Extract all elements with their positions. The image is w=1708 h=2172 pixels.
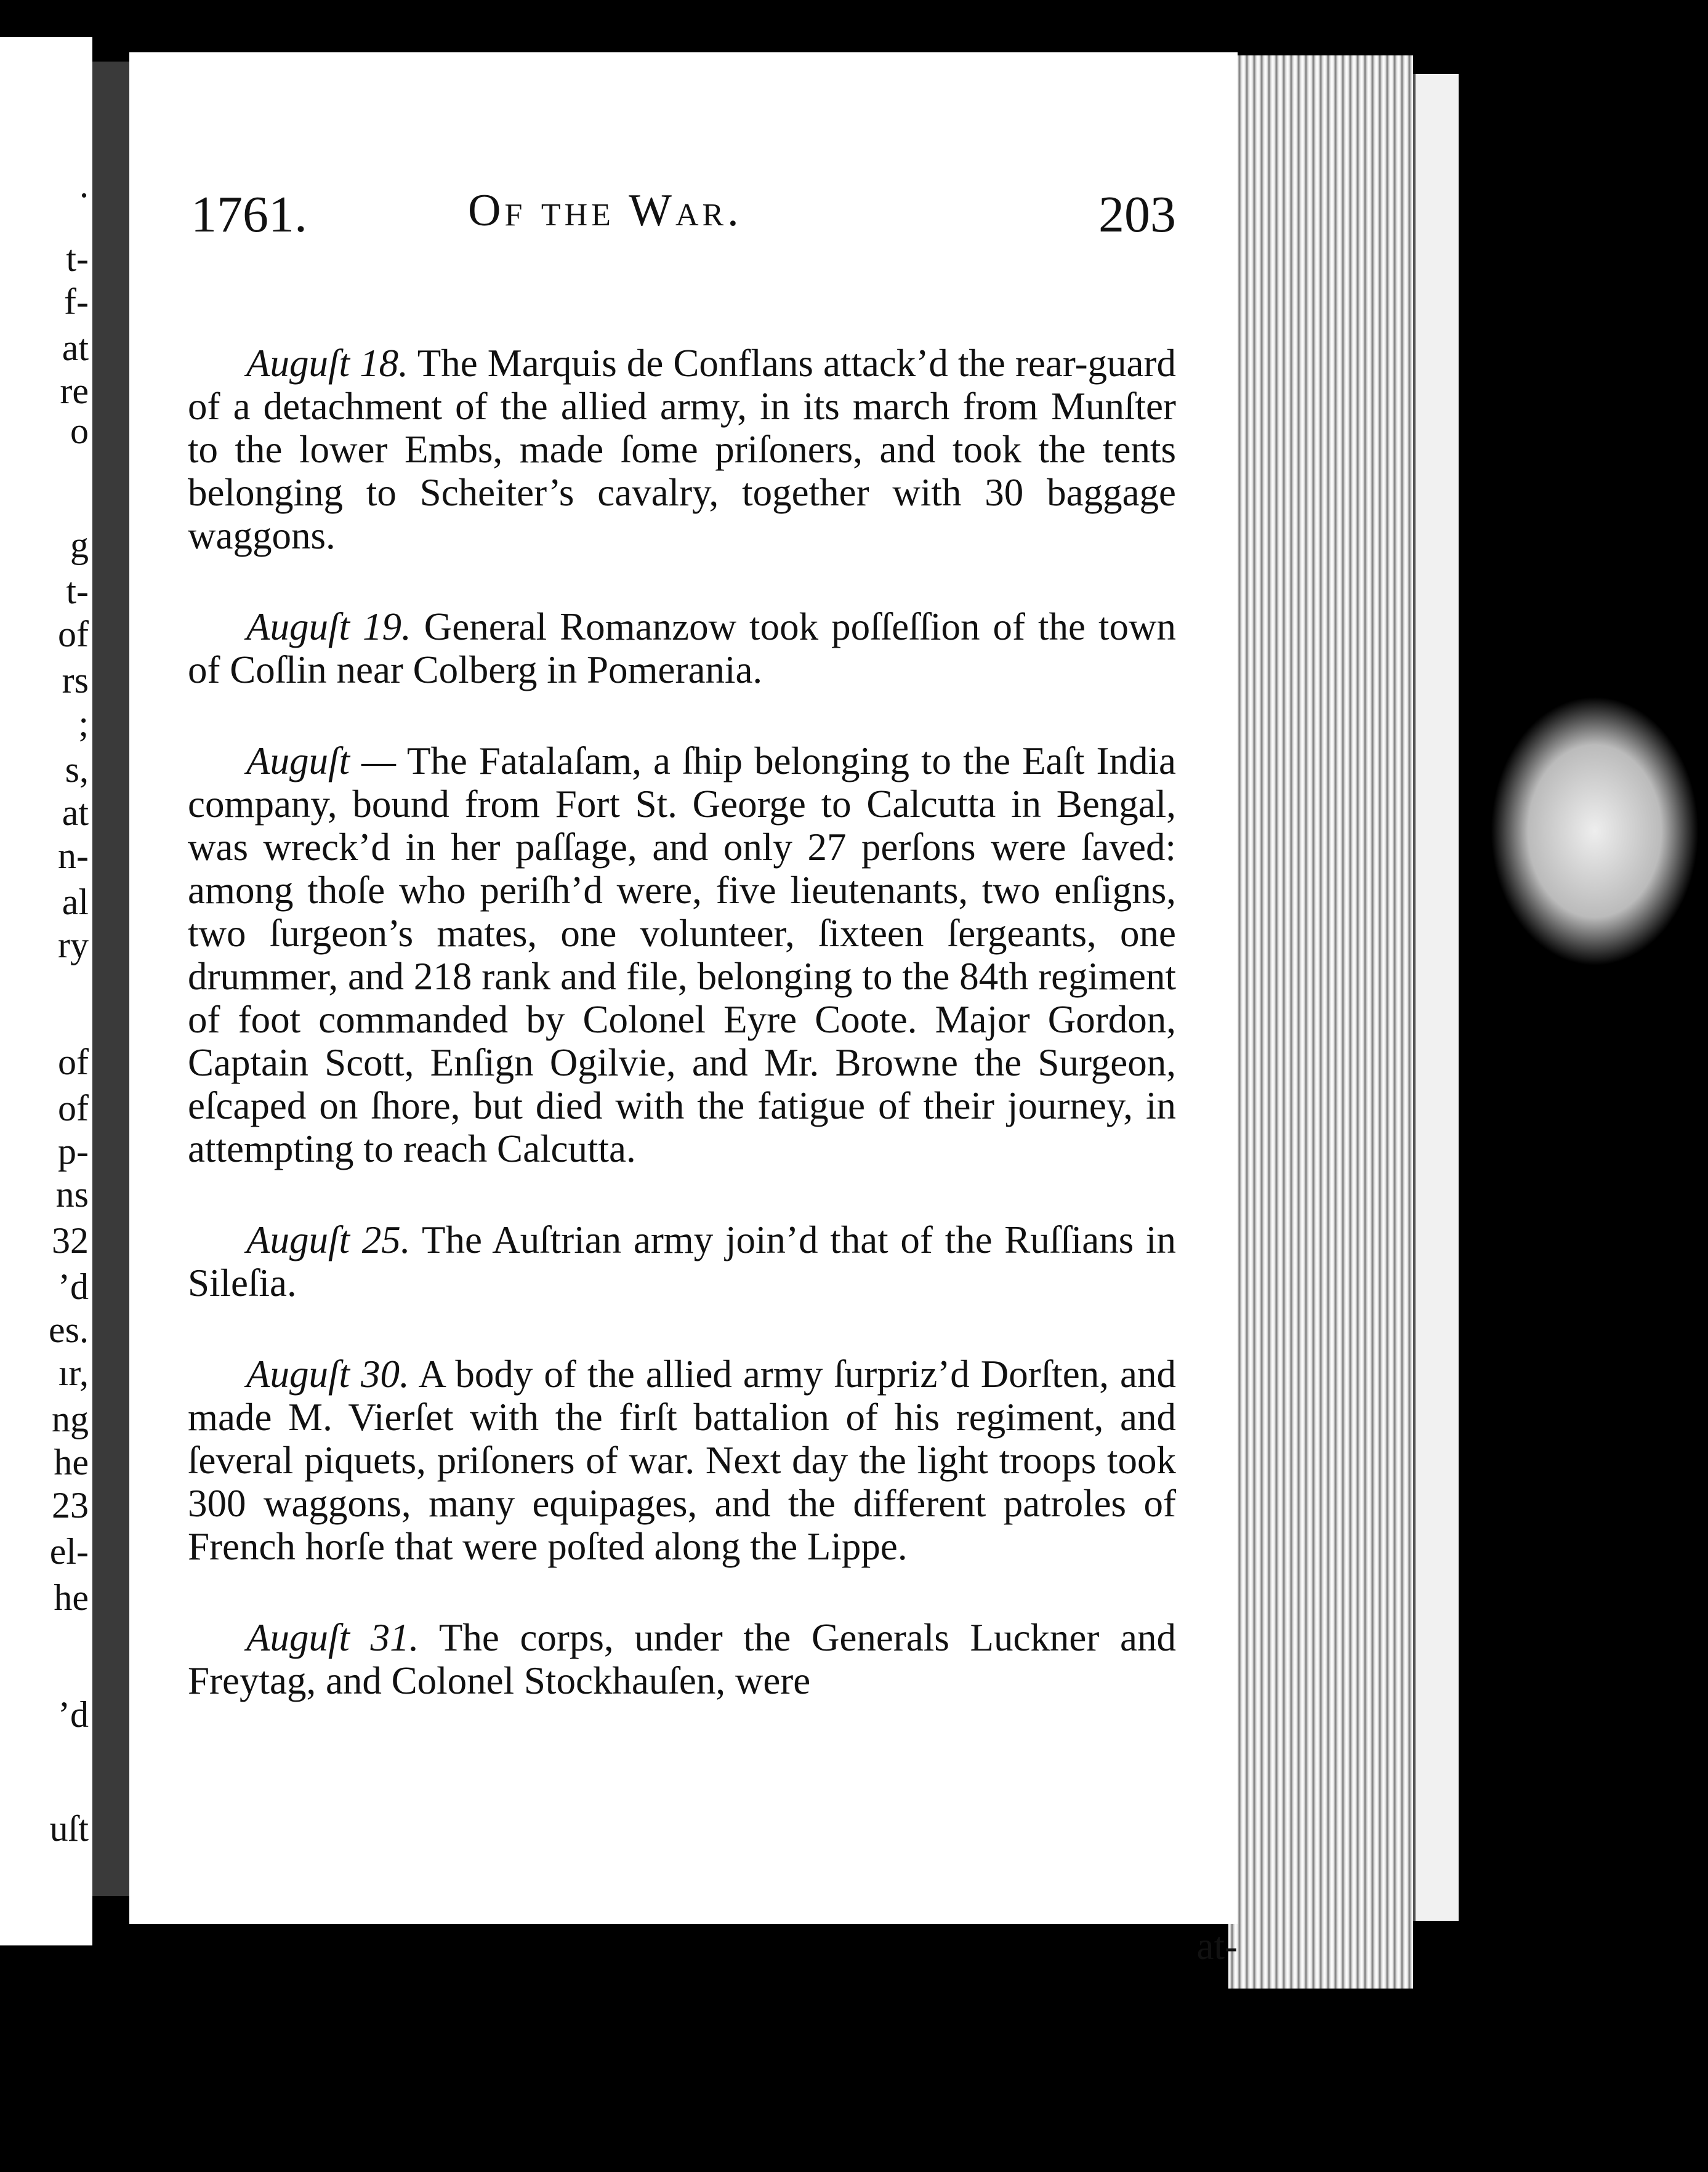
left-page-fragment: s, xyxy=(65,749,89,790)
left-page-fragment: 23 xyxy=(52,1485,89,1526)
entry-august-dash xyxy=(188,739,1176,1170)
entry-august-30 xyxy=(188,1353,1176,1568)
left-page-fragment: ng xyxy=(52,1399,89,1439)
entry-date: Auguſt 31. xyxy=(246,1616,419,1659)
page-text xyxy=(188,342,1176,1750)
left-facing-page xyxy=(0,37,92,1945)
running-header xyxy=(191,185,1176,259)
book-cover-edge xyxy=(1413,74,1459,1921)
left-page-fragment: t- xyxy=(66,571,89,611)
left-page-fragment: of xyxy=(58,1042,89,1082)
left-page-fragment: ry xyxy=(58,925,89,965)
left-page-fragment: f- xyxy=(64,281,89,322)
left-page-fragment: el- xyxy=(49,1531,89,1572)
left-page-fragment: of xyxy=(58,614,89,654)
entry-text: A body of the allied army ſurpriz’d Dorſten, and made M. Vierſet with the firſt battalion of his regiment, and ſeveral piquets, priſoners of war. Next day the light troops took 300 waggons, many equipages, and the different patroles of French horſe that were poſted along the Lippe. xyxy=(188,1353,1176,1568)
left-page-fragment: o xyxy=(70,411,89,451)
left-page-fragment: rs xyxy=(62,660,89,701)
entry-date: Auguſt — xyxy=(246,739,397,782)
left-page-fragment: t- xyxy=(66,238,89,279)
entry-text: General Romanzow took poſſeſſion of the town of Coſlin near Colberg in Pomerania. xyxy=(188,605,1176,691)
running-title: Of the War. xyxy=(468,185,743,236)
left-page-fragment: at xyxy=(62,328,89,368)
left-page-fragment: re xyxy=(60,371,89,411)
entry-date: Auguſt 30. xyxy=(246,1353,409,1396)
entry-august-19 xyxy=(188,605,1176,691)
left-page-fragment: he xyxy=(54,1442,89,1482)
entry-date: Auguſt 25. xyxy=(246,1218,411,1261)
left-page-fragment: . xyxy=(79,164,89,205)
page-edges xyxy=(1228,55,1413,1989)
entry-text: The Marquis de Conflans attack’d the rear-guard of a detachment of the allied army, in its march from Munſter to the lower Embs, made ſome priſoners, and took the tents belonging to Scheiter’s cavalry, together with 30 baggage waggons. xyxy=(188,342,1176,557)
left-page-fragment: es. xyxy=(49,1309,89,1350)
left-page-fragment: at xyxy=(62,792,89,833)
page-number: 203 xyxy=(1098,186,1176,243)
left-page-fragment: ; xyxy=(78,703,89,744)
left-page-fragment: n- xyxy=(58,835,89,876)
entry-august-25 xyxy=(188,1218,1176,1305)
book-page xyxy=(129,52,1238,1968)
left-page-fragment: uſt xyxy=(49,1808,89,1849)
left-page-fragment: al xyxy=(62,882,89,922)
left-page-fragment: ’d xyxy=(58,1694,89,1735)
left-page-fragment: he xyxy=(54,1577,89,1618)
entry-text: The Auſtrian army join’d that of the Ruſſians in Sileſia. xyxy=(188,1218,1176,1305)
left-page-fragment: ns xyxy=(55,1174,89,1215)
left-page-fragment: p- xyxy=(58,1131,89,1172)
left-page-fragment: ’d xyxy=(58,1266,89,1307)
entry-august-31 xyxy=(188,1616,1176,1702)
catchword: at- xyxy=(1196,1925,1238,1968)
background-smudge xyxy=(1490,696,1699,967)
entry-date: Auguſt 19. xyxy=(246,605,411,648)
left-page-fragment: of xyxy=(58,1088,89,1128)
entry-text: The Fatalaſam, a ſhip belonging to the Eaſt India company, bound from Fort St. George to Calcutta in Bengal, was wreck’d in her paſſage, and only 27 perſons were ſaved: among thoſe who periſh’d were, five lieutenants, two enſigns, two ſurgeon’s mates, one volunteer, ſixteen ſergeants, one drummer, and 218 rank and file, belonging to the 84th regiment of foot commanded by Colonel Eyre Coote. Major Gordon, Captain Scott, Enſign Ogilvie, and Mr. Browne the Surgeon, eſcaped on ſhore, but died with the fatigue of their journey, in attempting to reach Calcutta. xyxy=(188,739,1176,1170)
left-page-fragment: 32 xyxy=(52,1220,89,1261)
left-page-fragment: ır, xyxy=(58,1353,89,1393)
left-page-fragment: g xyxy=(70,525,89,565)
entry-text: The corps, under the Generals Luckner and Freytag, and Colonel Stockhauſen, were xyxy=(188,1616,1176,1702)
entry-date: Auguſt 18. xyxy=(246,342,408,385)
entry-august-18 xyxy=(188,342,1176,557)
book-gutter xyxy=(92,62,129,1896)
running-year: 1761. xyxy=(191,186,307,243)
